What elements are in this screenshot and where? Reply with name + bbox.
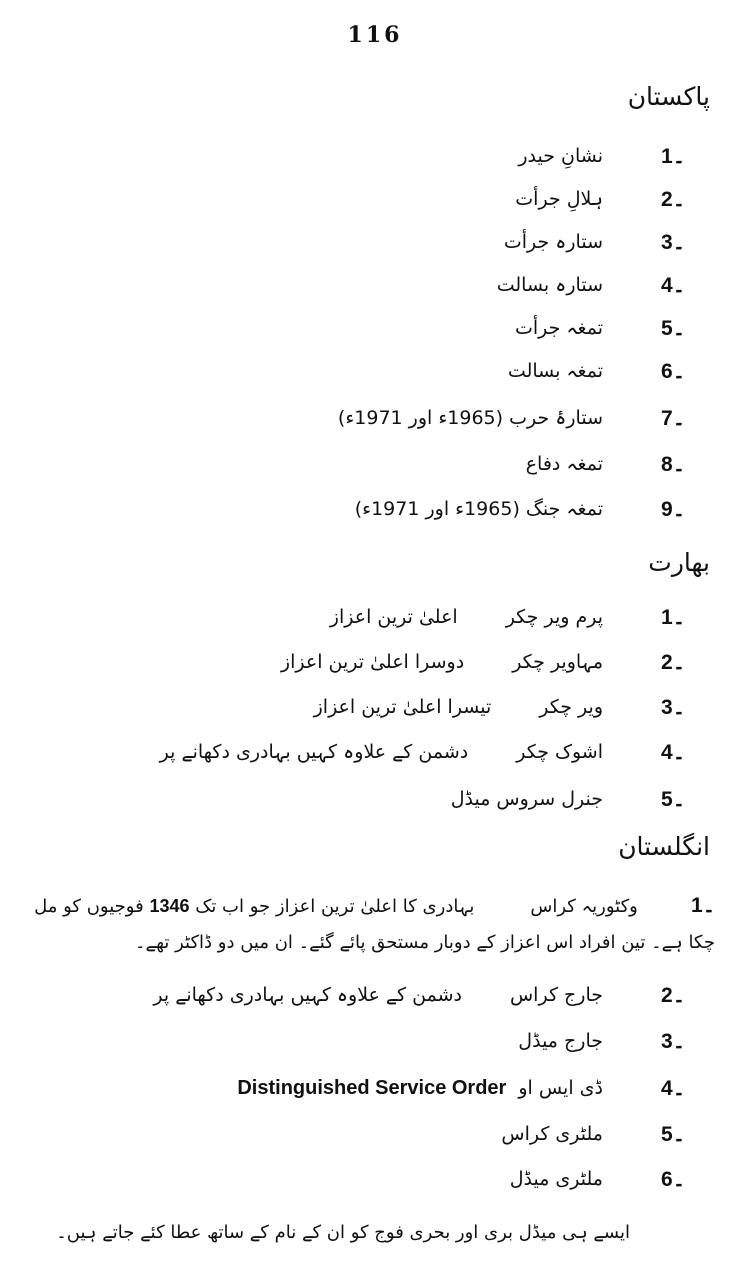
pakistan-item-9 bbox=[65, 489, 685, 529]
item-text: ستارۂ حرب (1965ء اور 1971ء) bbox=[337, 407, 603, 429]
item-text: تمغہ بسالت bbox=[507, 360, 603, 382]
item-number: 6۔ bbox=[661, 1167, 685, 1191]
award-name: ملٹری کراس bbox=[501, 1123, 603, 1145]
item-text: تمغہ دفاع bbox=[525, 453, 603, 475]
item-number: 3۔ bbox=[661, 230, 685, 254]
item-text: تمغہ جنگ (1965ء اور 1971ء) bbox=[354, 498, 603, 520]
item-number: 9۔ bbox=[661, 497, 685, 521]
bharat-item-2 bbox=[65, 642, 685, 682]
england-item-4 bbox=[65, 1068, 685, 1108]
england-item-2 bbox=[65, 975, 685, 1015]
award-name: وکٹوریہ کراس bbox=[530, 896, 638, 917]
award-description-a: بہادری کا اعلیٰ ترین اعزاز جو اب تک bbox=[195, 896, 475, 917]
item-text bbox=[314, 696, 625, 718]
item-text bbox=[281, 651, 625, 673]
section-heading-england: انگلستان bbox=[618, 832, 710, 861]
award-description-b: فوجیوں کو مل چکا ہے۔ تین افراد اس اعزاز کے دوبار مستحق پائے گئے۔ ان میں دو ڈاکٹر تھے۔ bbox=[34, 896, 715, 953]
item-text bbox=[518, 1030, 625, 1052]
item-text bbox=[330, 606, 625, 628]
award-description: اعلیٰ ترین اعزاز bbox=[329, 606, 458, 628]
page-number: 116 bbox=[347, 22, 403, 48]
award-english-name: Distinguished Service Order bbox=[237, 1076, 507, 1099]
award-description: دشمن کے علاوہ کہیں بہادری دکھانے پر bbox=[153, 984, 462, 1006]
award-name: ملٹری میڈل bbox=[509, 1168, 603, 1190]
item-number: 1۔ bbox=[661, 605, 685, 629]
award-description: دوسرا اعلیٰ ترین اعزاز bbox=[280, 651, 465, 673]
item-number: 8۔ bbox=[661, 452, 685, 476]
item-number: 1۔ bbox=[661, 144, 685, 168]
item-number: 2۔ bbox=[661, 650, 685, 674]
pakistan-item-1 bbox=[65, 136, 685, 176]
item-text: نشانِ حیدر bbox=[518, 145, 603, 167]
item-number: 4۔ bbox=[661, 273, 685, 297]
recipient-count: 1346 bbox=[149, 896, 190, 916]
item-number: 2۔ bbox=[661, 187, 685, 211]
england-item-3 bbox=[65, 1021, 685, 1061]
section-heading-bharat: بھارت bbox=[648, 548, 710, 577]
item-number: 3۔ bbox=[661, 695, 685, 719]
item-number: 4۔ bbox=[661, 1076, 685, 1100]
item-number: 6۔ bbox=[661, 359, 685, 383]
pakistan-item-4 bbox=[65, 265, 685, 305]
item-text bbox=[160, 741, 625, 763]
award-name: ڈی ایس او bbox=[518, 1077, 603, 1099]
bharat-item-4 bbox=[65, 732, 685, 772]
award-name: ویر چکر bbox=[539, 696, 603, 718]
pakistan-item-7 bbox=[65, 398, 685, 438]
award-name: جارج کراس bbox=[509, 984, 603, 1006]
award-description: تیسرا اعلیٰ ترین اعزاز bbox=[313, 696, 492, 718]
award-description: دشمن کے علاوہ کہیں بہادری دکھانے پر bbox=[159, 741, 469, 763]
item-number: 4۔ bbox=[661, 740, 685, 764]
item-text bbox=[518, 1077, 625, 1099]
pakistan-item-2 bbox=[65, 179, 685, 219]
award-name: جنرل سروس میڈل bbox=[450, 788, 603, 810]
item-text bbox=[501, 1123, 625, 1145]
award-name: جارج میڈل bbox=[518, 1030, 603, 1052]
england-item-5 bbox=[65, 1114, 685, 1154]
pakistan-item-6 bbox=[65, 351, 685, 391]
item-number: 5۔ bbox=[661, 1122, 685, 1146]
item-text bbox=[510, 1168, 625, 1190]
award-name: پرم ویر چکر bbox=[505, 606, 603, 628]
pakistan-item-8 bbox=[65, 444, 685, 484]
closing-note: ایسے ہی میڈل بری اور بحری فوج کو ان کے نام کے ساتھ عطا کئے جاتے ہیں۔ bbox=[56, 1222, 630, 1243]
item-number: 7۔ bbox=[661, 406, 685, 430]
section-heading-pakistan: پاکستان bbox=[627, 82, 710, 111]
item-number: 3۔ bbox=[661, 1029, 685, 1053]
pakistan-item-3 bbox=[65, 222, 685, 262]
item-text bbox=[153, 984, 625, 1006]
bharat-item-3 bbox=[65, 687, 685, 727]
england-item-6 bbox=[65, 1159, 685, 1199]
item-text: تمغہ جرأت bbox=[514, 317, 603, 339]
item-text: ستارہ بسالت bbox=[496, 274, 603, 296]
item-number: 5۔ bbox=[661, 316, 685, 340]
item-text: ہلالِ جرأت bbox=[515, 188, 603, 210]
item-number: 1۔ bbox=[691, 894, 715, 917]
item-text: ستارہ جرأت bbox=[503, 231, 603, 253]
england-item-1-paragraph bbox=[30, 888, 715, 961]
item-text bbox=[451, 788, 625, 810]
bharat-item-5 bbox=[65, 779, 685, 819]
award-name: مہاویر چکر bbox=[512, 651, 603, 673]
pakistan-item-5 bbox=[65, 308, 685, 348]
bharat-item-1 bbox=[65, 597, 685, 637]
award-name: اشوک چکر bbox=[516, 741, 603, 763]
item-number: 2۔ bbox=[661, 983, 685, 1007]
item-number: 5۔ bbox=[661, 787, 685, 811]
